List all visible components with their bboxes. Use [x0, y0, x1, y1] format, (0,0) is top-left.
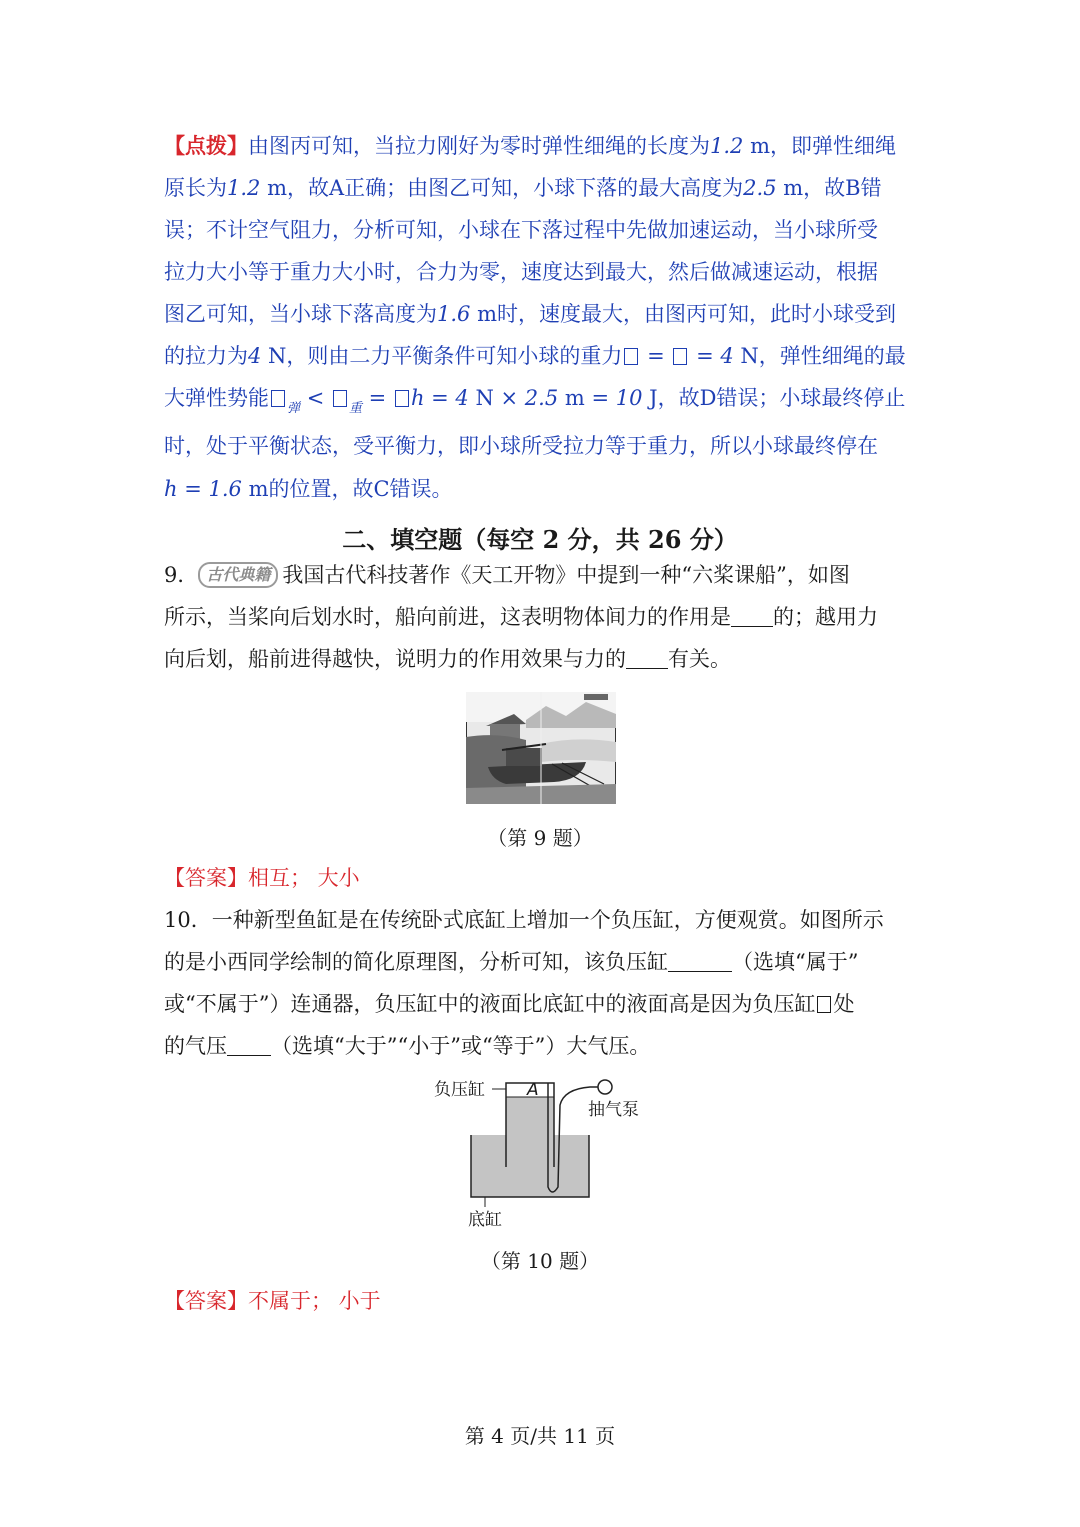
text-segment: m，故B错 [776, 176, 882, 200]
text-segment: 弹 [287, 401, 301, 416]
answer-blank [668, 949, 732, 972]
text-segment: m = [558, 386, 616, 410]
hint-line-5 [164, 299, 896, 329]
text-segment: h [410, 386, 425, 410]
text-segment: m，即弹性细绳 [743, 134, 896, 158]
missing-glyph-box [673, 348, 687, 365]
text-segment: 的；越用力 [773, 605, 878, 629]
bottom-tank-label: 底缸 [468, 1210, 502, 1230]
text-segment: 1.2 [710, 134, 744, 158]
text-segment: J，故D错误；小球最终停止 [642, 386, 906, 410]
missing-glyph-box [624, 348, 638, 365]
hint-line-4 [164, 257, 878, 287]
text-segment: 误；不计空气阻力，分析可知，小球在下落过程中先做加速运动，当小球所受 [164, 218, 878, 242]
text-segment: 所示，当桨向后划水时，船向前进，这表明物体间力的作用是 [164, 605, 731, 629]
text-segment: 4 [248, 344, 262, 368]
missing-glyph-box [395, 390, 409, 407]
q10-line-2 [164, 947, 858, 977]
missing-glyph-box [271, 390, 285, 407]
hint-line-8 [164, 431, 878, 461]
text-segment: m时，速度最大，由图丙可知，此时小球受到 [470, 302, 896, 326]
section-title: 二、填空题（每空 2 分，共 26 分） [342, 525, 738, 554]
answer-blank [626, 646, 668, 669]
text-segment: m，故A正确；由图乙可知，小球下落的最大高度为 [260, 176, 744, 200]
text-segment: N，弹性细绳的最 [733, 344, 906, 368]
point-a-label: A [527, 1080, 539, 1100]
fish-tank-diagram [430, 1075, 670, 1235]
q10-line-3 [164, 989, 854, 1019]
text-segment: 或“不属于”）连通器，负压缸中的液面比底缸中的液面高是因为负压缸 [164, 992, 816, 1016]
text-segment: 【答案】 [164, 1289, 248, 1313]
missing-glyph-box [817, 996, 831, 1013]
text-segment: 一种新型鱼缸是在传统卧式底缸上增加一个负压缸，方便观赏。如图所示 [211, 908, 884, 932]
text-segment: 重 [348, 401, 362, 416]
text-segment: 2.5 [743, 176, 777, 200]
text-segment: 【答案】 [164, 866, 248, 890]
ancient-books-badge: 古代典籍 [198, 562, 278, 588]
text-segment: 的是小西同学绘制的简化原理图，分析可知，该负压缸 [164, 950, 668, 974]
page-footer: 第 4 页/共 11 页 [464, 1424, 616, 1448]
text-segment: = [640, 344, 672, 368]
text-segment: = [177, 477, 209, 501]
q9-answer [164, 863, 360, 893]
q9-line-3 [164, 644, 731, 674]
rowing-boat-illustration [466, 692, 616, 804]
text-segment: 向后划，船前进得越快，说明力的作用效果与力的 [164, 647, 626, 671]
q9-number: 9． [164, 563, 199, 587]
text-segment: 大弹性势能 [164, 386, 269, 410]
text-segment: 图乙可知，当小球下落高度为 [164, 302, 437, 326]
text-segment: < [300, 386, 331, 410]
hint-line-2 [164, 173, 882, 203]
text-segment: 2.5 [524, 386, 559, 410]
hint-line-7 [164, 383, 905, 417]
text-segment: m的位置，故C错误。 [241, 477, 453, 501]
q9-line-2 [164, 602, 878, 632]
text-segment: （选填“大于”“小于”或“等于”）大气压。 [271, 1034, 651, 1058]
text-segment: 10 [615, 386, 643, 410]
text-segment: 原长为 [164, 176, 227, 200]
hint-line-6 [164, 341, 906, 371]
text-segment: 1.6 [208, 477, 242, 501]
text-segment: 4 [455, 386, 469, 410]
q9-line-1 [164, 560, 850, 590]
hint-line-3 [164, 215, 878, 245]
hint-label: 【点拨】 [164, 133, 248, 158]
pump-label: 抽气泵 [588, 1100, 639, 1120]
q10-number: 10． [164, 908, 212, 932]
text-segment: 不属于； 小于 [248, 1289, 381, 1313]
q10-line-1 [164, 905, 884, 935]
missing-glyph-box [333, 390, 347, 407]
text-segment: 处 [833, 992, 855, 1016]
text-segment: 1.2 [227, 176, 261, 200]
text-segment: = [361, 386, 393, 410]
text-segment: 的气压 [164, 1034, 227, 1058]
hint-line-9 [164, 474, 453, 504]
text-segment: 相互； 大小 [248, 866, 360, 890]
q10-line-4 [164, 1031, 650, 1061]
text-segment: 拉力大小等于重力大小时，合力为零，速度达到最大，然后做减速运动，根据 [164, 260, 878, 284]
answer-blank [227, 1033, 271, 1056]
text-segment: 1.6 [437, 302, 471, 326]
text-segment: h [164, 477, 178, 501]
text-segment: 的拉力为 [164, 344, 248, 368]
q10-caption: （第 10 题） [480, 1249, 600, 1273]
text-segment: 时，处于平衡状态，受平衡力，即小球所受拉力等于重力，所以小球最终停在 [164, 434, 878, 458]
text-segment: N × [468, 386, 525, 410]
text-segment: = [689, 344, 721, 368]
text-segment: （选填“属于” [732, 950, 859, 974]
text-segment: = [424, 386, 456, 410]
text-segment: 有关。 [668, 647, 731, 671]
upper-tank-label: 负压缸 [434, 1080, 485, 1100]
q9-caption: （第 9 题） [487, 826, 593, 850]
text-segment: 4 [720, 344, 734, 368]
q10-answer [164, 1286, 381, 1316]
answer-blank [731, 604, 773, 627]
hint-line-1 [164, 131, 896, 161]
pump-circle [598, 1080, 612, 1094]
text-segment: 由图丙可知，当拉力刚好为零时弹性细绳的长度为 [248, 134, 710, 158]
text-segment: N，则由二力平衡条件可知小球的重力 [261, 344, 623, 368]
text-segment: 我国古代科技著作《天工开物》中提到一种“六桨课船”，如图 [282, 563, 850, 587]
